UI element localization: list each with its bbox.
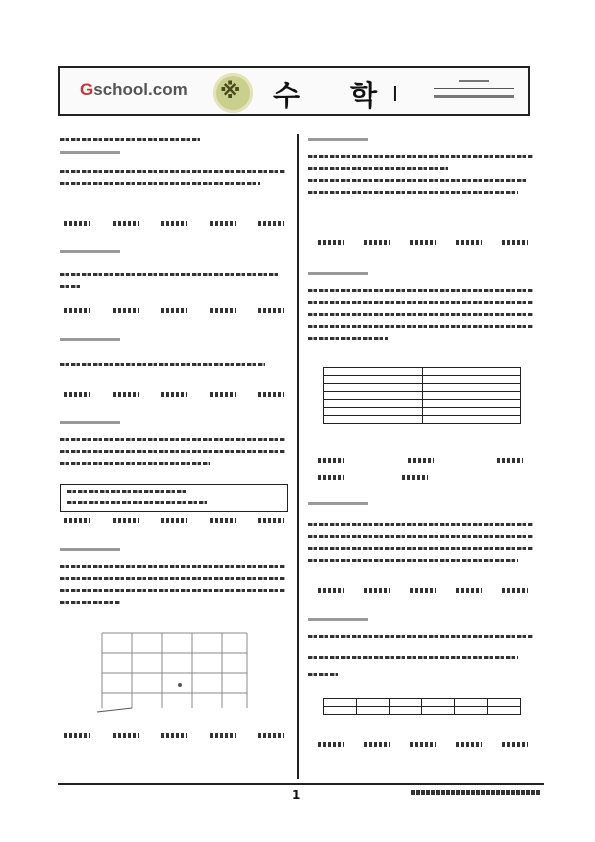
subject-title-1: 수 [273,79,301,112]
choices-7b [318,475,428,480]
subject-title-suffix: I [392,82,398,106]
page-number: 1 [292,788,301,802]
header-banner [58,66,530,116]
question-left-3 [60,338,290,366]
question-right-4 [308,618,538,676]
choices-1 [64,221,284,226]
subject-title-2: 학 [350,79,378,112]
condition-box [60,484,288,512]
question-left-4 [60,421,290,465]
emblem-icon: ※ [213,73,253,113]
data-table [323,367,521,424]
choices-2 [64,308,284,313]
question-left-1 [60,138,290,185]
question-right-3 [308,502,538,562]
choices-8 [318,588,528,593]
site-logo: Gschool.com [80,80,188,99]
copyright-text [411,790,541,795]
choices-9 [318,742,528,747]
footer-rule [58,783,544,785]
choices-4 [64,518,284,523]
question-left-5 [60,548,290,604]
column-divider [297,134,299,779]
exam-info-box [430,76,518,112]
choices-5 [64,733,284,738]
probability-table [323,698,521,715]
choices-6 [318,240,528,245]
grid-figure [92,628,257,718]
question-right-2 [308,272,538,340]
question-left-2 [60,250,290,288]
choices-7a [318,458,523,463]
choices-3 [64,392,284,397]
question-right-1 [308,138,538,194]
